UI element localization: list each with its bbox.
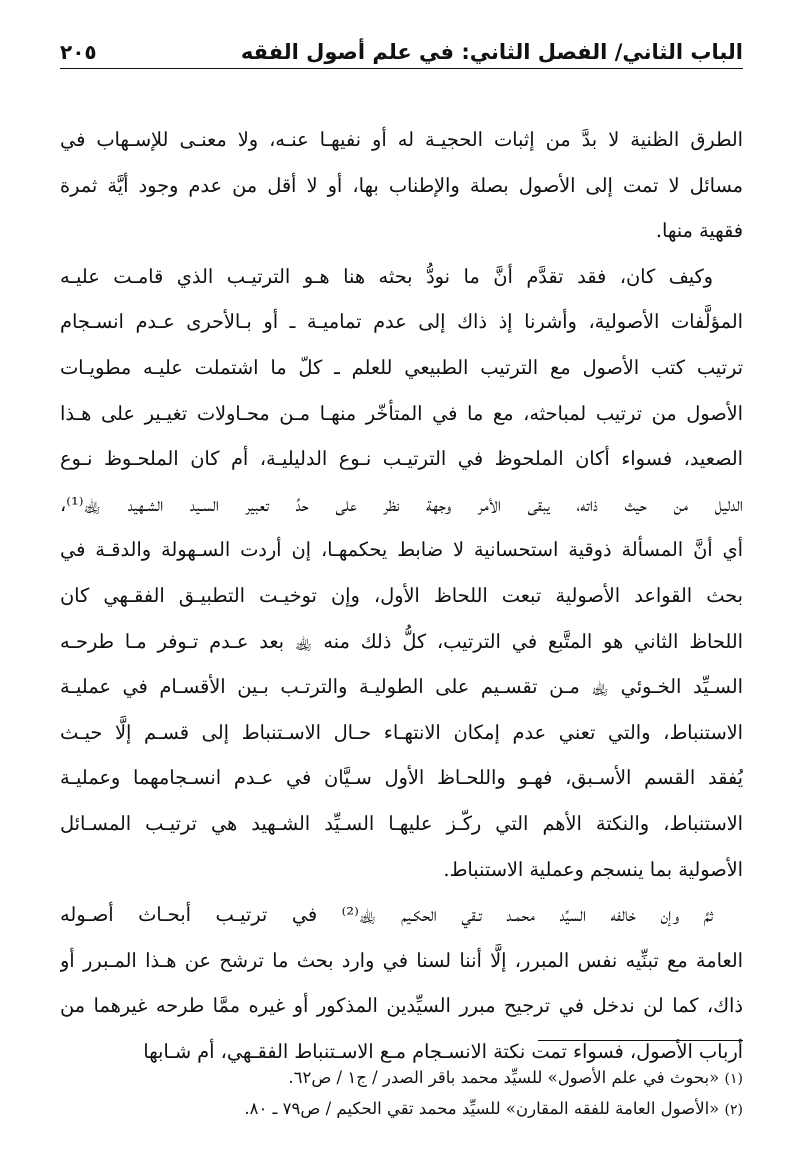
footnote-text: «الأصول العامة للفقه المقارن» للسيِّد محمد تقي الحكيم / ص٧٩ ـ ٨٠.	[244, 1099, 720, 1118]
footnote-divider	[538, 1040, 743, 1041]
text-line: السـيِّد الخـوئي ﵀ مـن تقسـيم على الطوليـة والترتـب بـين الأقسـام في عمليـة	[60, 675, 743, 699]
footnote	[60, 1093, 743, 1124]
footnote	[60, 1062, 743, 1093]
text-line: بحث القواعد الأصولية تبعت اللحاظ الأول، وإن توخيـت التطبيـق الفقـهي كان	[60, 583, 743, 607]
text-line: ذاك، كما لن ندخل في ترجيح مبرر السيِّدين المذكور أو غيره ممَّا طرحه غيرهما من	[60, 994, 743, 1018]
text-line: الدليل من حيث ذاته، يبقى الأمر وجهة نظر على حدِّ تعبير السـيد الشـهيد ﵀⁽¹⁾،	[60, 492, 743, 516]
chapter-title: الباب الثاني/ الفصل الثاني: في علم أصول الفقه	[240, 40, 743, 64]
text-line: أرباب الأصول، فسواء تمت نكتة الانسـجام مـع الاسـتنباط الفقـهي، أم شـابها	[143, 1039, 743, 1063]
text-line: الأصول من ترتيب لمباحثه، مع ما في المتأخّر منهـا مـن محـاولات تغيـير على هـذا	[60, 401, 743, 425]
footnotes	[60, 1062, 743, 1124]
paragraph	[60, 117, 743, 254]
text-line: العامة مع تبنِّيه نفس المبرر، إلَّا أننا لسنا في وارد بحث ما ترشح عن هـذا المـبرر أو	[60, 948, 743, 972]
footnote-number: (٢)	[724, 1102, 743, 1118]
text-line: الطرق الظنية لا بدَّ من إثبات الحجيـة له أو نفيهـا عنـه، ولا معنـى للإسـهاب في	[60, 128, 743, 151]
text-line: الصعيد، فسواء أكان الملحوظ في الترتيـب نـوع الدليليـة، أم كان الملحـوظ نـوع	[60, 447, 743, 471]
footnote-text: «بحوث في علم الأصول» للسيِّد محمد باقر الصدر / ج١ / ص٦٢.	[288, 1068, 720, 1087]
text-line: المؤلَّفات الأصولية، وأشرنا إذ ذاك إلى عدم تماميـة ـ أو بـالأحرى عـدم انسـجام	[60, 310, 743, 334]
text-line: أي أنَّ المسألة ذوقية استحسانية لا ضابط يحكمهـا، إن أردت السـهولة والدقـة في	[60, 538, 743, 562]
text-line: الاستنباط، والنكتة الأهم التي ركّـز عليهـا السـيِّد الشـهيد هي ترتيـب المسـائل	[60, 811, 743, 835]
text-line: اللحاظ الثاني هو المتَّبع في الترتيب، كلُّ ذلك منه ﵀ بعد عـدم تـوفر مـا طرحـه	[60, 629, 743, 653]
body-text	[60, 117, 743, 1074]
page-number: ٢٠٥	[60, 40, 97, 64]
book-page	[60, 28, 743, 1165]
paragraph	[60, 254, 743, 892]
text-line: الاستنباط، والتي تعني عدم إمكان الانتهـاء حـال الاسـتنباط إلى قسـم إلَّا حيـث	[60, 720, 743, 744]
text-line: وكيف كان، فقد تقدَّم أنَّ ما نودُّ بحثه هنا هـو الترتيـب الذي قامـت عليـه	[60, 264, 713, 288]
paragraph	[60, 892, 743, 1074]
text-line: الأصولية بما ينسجم وعملية الاستنباط.	[443, 857, 743, 881]
text-line: ترتيب كتب الأصول مع الترتيب الطبيعي للعلم ـ كلّ ما اشتملت عليـه مطويـات	[60, 355, 743, 379]
text-line: فقهية منها.	[655, 219, 743, 243]
text-line: يُفقد القسم الأسـبق، فهـو واللحـاظ الأول سـيَّان في عـدم انسـجامهما وعمليـة	[60, 766, 743, 790]
text-line: مسائل لا تمت إلى الأصول بصلة والإطناب بها، أو لا أقل من عدم وجود أيَّة ثمرة	[60, 173, 743, 197]
running-header	[60, 28, 743, 69]
footnote-number: (١)	[724, 1071, 743, 1087]
text-line: ثمَّ وإن خالفه السيِّد محمـد تـقي الحكـيم ﵀⁽²⁾ في ترتيـب أبحـاث أصـوله	[60, 903, 713, 927]
